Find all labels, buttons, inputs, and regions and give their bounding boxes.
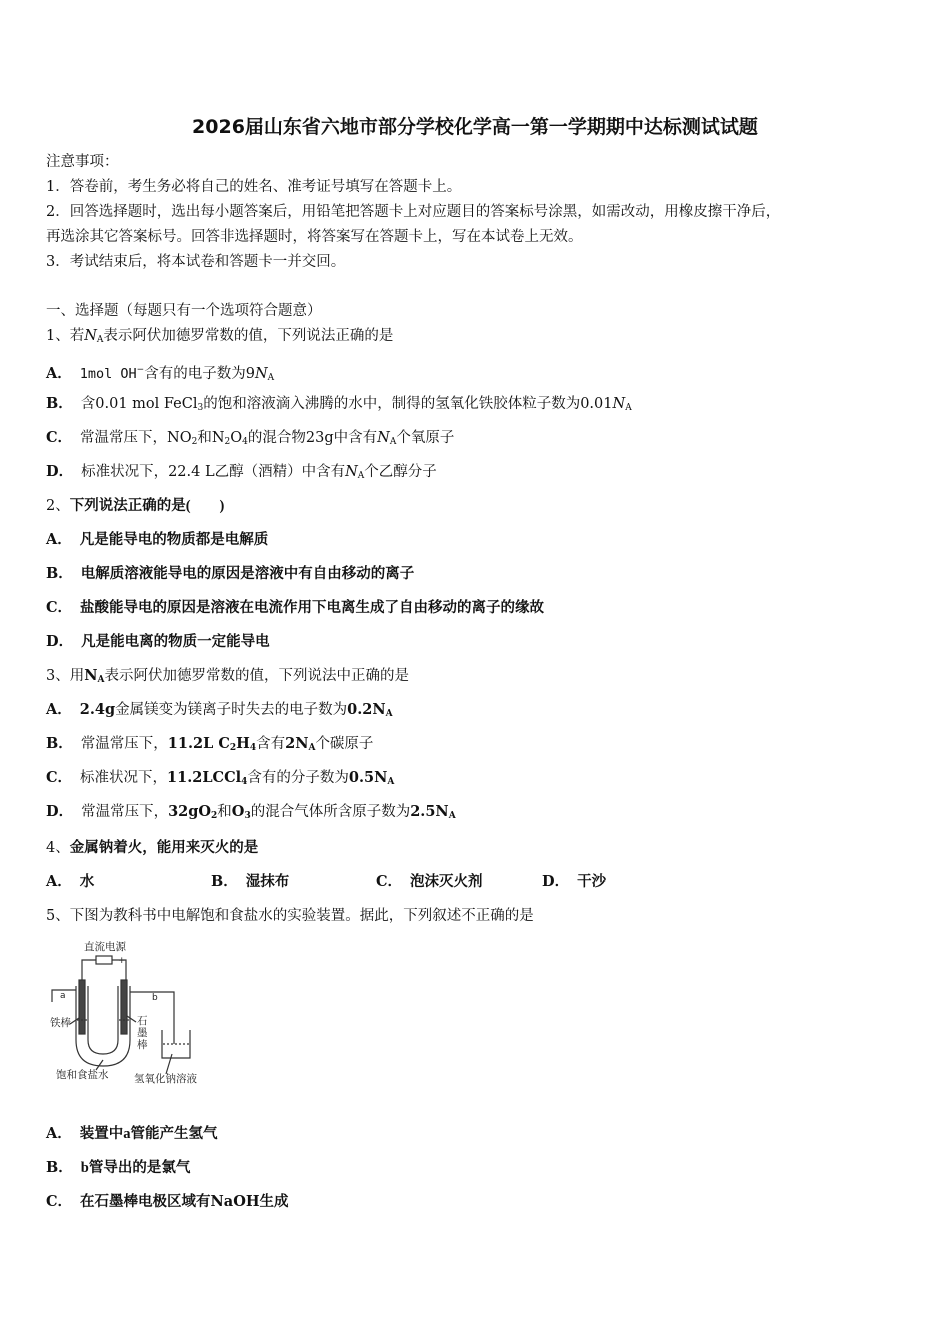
question-3-stem — [46, 666, 409, 690]
option-text: 个碳原子 — [315, 736, 374, 752]
option-text: 电解质溶液能导电的原因是溶液中有自由移动的离子 — [80, 566, 415, 582]
question-number: 1、 — [46, 328, 70, 344]
subscript: 2 — [211, 811, 218, 821]
brine-label: 饱和食盐水 — [56, 1069, 109, 1081]
question-4-option-b — [211, 872, 289, 892]
option-text: 标准状况下，22.4 L乙醇（酒精）中含有 — [81, 464, 346, 480]
question-5-option-a — [46, 1124, 218, 1144]
stem-symbol: N — [84, 328, 97, 344]
option-text: 含有的分子数为 — [247, 770, 349, 786]
question-2-option-d — [46, 632, 270, 652]
subscript: A — [385, 709, 393, 719]
subscript: 4 — [242, 437, 248, 447]
option-text: 凡是能电离的物质一定能导电 — [81, 634, 270, 650]
question-number: 4、 — [46, 840, 70, 856]
subscript: 4 — [241, 777, 248, 787]
option-text: 和 — [217, 804, 232, 820]
subscript: 3 — [197, 403, 204, 413]
option-label: A． — [46, 701, 72, 718]
question-4-option-c — [376, 872, 483, 892]
battery-icon — [96, 956, 112, 964]
option-label: C． — [46, 599, 73, 616]
graphite-electrode — [121, 980, 127, 1034]
option-text: 2N — [285, 735, 309, 752]
question-2-stem — [46, 496, 224, 516]
subscript: A — [387, 777, 395, 787]
option-text: 的混合气体所含原子数为 — [250, 804, 411, 820]
option-text: 1mol OH — [79, 365, 137, 382]
option-label: B． — [46, 735, 73, 752]
question-1-option-a — [46, 360, 274, 388]
symbol: N — [377, 430, 390, 446]
stem-text: 用 — [69, 668, 85, 684]
subscript: A — [448, 811, 456, 821]
option-label: D． — [542, 873, 570, 890]
question-3-option-c — [46, 768, 394, 792]
subscript: 2 — [191, 437, 198, 447]
option-text: 常温常压下， — [81, 804, 169, 820]
leader-line — [166, 1054, 172, 1074]
notice-item: 1．答卷前，考生务必将自己的姓名、准考证号填写在答题卡上。 — [46, 179, 462, 195]
option-text: 含有的电子数为9 — [144, 365, 255, 382]
positive-terminal-label: + — [118, 956, 126, 966]
option-text: 个氧原子 — [396, 430, 455, 446]
superscript: − — [136, 365, 145, 375]
subscript: A — [357, 471, 365, 481]
iron-rod-label: 铁棒 — [50, 1017, 71, 1029]
electrolysis-apparatus-diagram — [46, 936, 216, 1088]
subscript: A — [389, 437, 397, 447]
option-label: B． — [46, 565, 73, 582]
option-text: 在石墨棒电极区域有 — [80, 1194, 211, 1210]
option-label: D． — [46, 633, 74, 650]
power-source-label: 直流电源 — [84, 941, 126, 953]
subscript: A — [267, 372, 275, 383]
question-2-option-a — [46, 530, 268, 550]
option-text: H — [236, 735, 250, 752]
tube-b-label: b — [152, 993, 158, 1003]
page-title: 2026届山东省六地市部分学校化学高一第一学期期中达标测试试题 — [192, 116, 758, 138]
stem-subscript: A — [97, 675, 105, 685]
option-text: 11.2L C — [167, 735, 230, 752]
symbol: N — [612, 396, 626, 412]
option-text: 金属镁变为镁离子时失去的电子数为 — [115, 702, 348, 718]
subscript: A — [625, 403, 632, 413]
stem-text: 表示阿伏加德罗常数的值，下列说法中正确的是 — [104, 668, 409, 684]
question-2-option-b — [46, 564, 414, 584]
option-text: 常温常压下，NO — [80, 430, 192, 446]
option-text: 32gO — [168, 803, 212, 820]
option-text: 2.4g — [79, 701, 116, 718]
option-label: C． — [376, 873, 403, 890]
question-2-option-c — [46, 598, 544, 618]
symbol: N — [345, 464, 358, 480]
option-label: B． — [46, 395, 73, 412]
symbol: N — [254, 365, 268, 382]
question-3-option-d — [46, 802, 456, 826]
notice-item: 再选涂其它答案标号。回答非选择题时，将答案写在答题卡上，写在本试卷上无效。 — [46, 229, 583, 245]
option-label: B． — [211, 873, 238, 890]
subscript: A — [308, 743, 316, 753]
option-text: 的饱和溶液滴入沸腾的水中，制得的氢氧化铁胶体粒子数为0.01 — [203, 396, 613, 412]
option-text: 的混合物23g中含有 — [247, 430, 378, 446]
question-4-options — [46, 872, 646, 892]
apparatus-drawing — [52, 956, 190, 1074]
option-text: O — [231, 803, 245, 820]
option-text: 装置中a管能产生氢气 — [79, 1126, 218, 1142]
graphite-label-3: 棒 — [137, 1039, 148, 1051]
stem-text: 表示阿伏加德罗常数的值，下列说法正确的是 — [103, 328, 394, 344]
option-text: 湿抹布 — [245, 874, 290, 890]
option-label: A． — [46, 364, 72, 382]
stem-subscript: A — [96, 335, 104, 345]
option-text: 凡是能导电的物质都是电解质 — [79, 532, 269, 548]
option-label: C． — [46, 1193, 73, 1210]
question-number: 3、 — [46, 668, 70, 684]
option-text: 泡沫灭火剂 — [410, 874, 483, 890]
option-text: O — [230, 430, 243, 446]
subscript: 4 — [249, 743, 257, 753]
question-5-option-c — [46, 1192, 289, 1212]
tube-a-label: a — [60, 991, 66, 1001]
stem-text: 下图为教科书中电解饱和食盐水的实验装置。据此，下列叙述不正确的是 — [69, 908, 534, 924]
option-label: A． — [46, 873, 72, 890]
option-text: 2.5N — [410, 803, 449, 820]
option-text: 标准状况下， — [80, 770, 168, 786]
option-label: D． — [46, 463, 74, 480]
notice-item: 2．回答选择题时，选出每小题答案后，用铅笔把答题卡上对应题目的答案标号涂黑，如需改动，用橡皮擦干净后， — [46, 204, 781, 220]
option-text: 个乙醇分子 — [364, 464, 437, 480]
question-5-option-b — [46, 1158, 190, 1178]
option-text: 11.2LCCl — [167, 769, 242, 786]
u-tube-inner — [88, 986, 118, 1054]
option-text: 含有 — [256, 736, 286, 752]
option-label: C． — [46, 429, 73, 446]
question-number: 2、 — [46, 498, 70, 514]
subscript: 3 — [244, 811, 251, 821]
option-text: 0.5N — [348, 769, 388, 786]
leader-line — [70, 1018, 79, 1024]
question-4-option-a — [46, 872, 94, 892]
option-text: 干沙 — [577, 874, 607, 890]
option-label: B． — [46, 1159, 73, 1176]
option-text: 含0.01 mol FeCl — [80, 396, 198, 412]
graphite-label-1: 石 — [137, 1015, 148, 1027]
option-text: NaOH — [210, 1193, 260, 1210]
option-text: 生成 — [259, 1194, 289, 1210]
notice-item: 3．考试结束后，将本试卷和答题卡一并交回。 — [46, 254, 346, 270]
notice-heading: 注意事项： — [46, 154, 119, 170]
option-text: 常温常压下， — [80, 736, 168, 752]
question-3-option-a — [46, 700, 393, 724]
option-label: D． — [46, 803, 74, 820]
option-text: b管导出的是氯气 — [80, 1160, 191, 1176]
iron-electrode — [79, 980, 85, 1034]
question-number: 5、 — [46, 908, 70, 924]
subscript: 2 — [224, 437, 231, 447]
question-1-stem — [46, 326, 393, 350]
question-3-option-b — [46, 734, 373, 758]
question-1-option-d — [46, 462, 437, 486]
stem-text: 若 — [69, 328, 85, 344]
stem-text: 金属钠着火，能用来灭火的是 — [69, 840, 259, 856]
question-1-option-b — [46, 394, 632, 418]
option-text: 水 — [79, 874, 95, 890]
question-4-stem — [46, 838, 258, 858]
option-text: 盐酸能导电的原因是溶液在电流作用下电离生成了自由移动的离子的缘故 — [80, 600, 545, 616]
stem-symbol: N — [84, 667, 98, 684]
question-4-option-d — [542, 872, 606, 892]
graphite-label-2: 墨 — [137, 1027, 148, 1039]
option-text: 和N — [197, 430, 225, 446]
stem-text: 下列说法正确的是( ) — [69, 498, 225, 514]
question-1-option-c — [46, 428, 454, 452]
question-5-stem — [46, 906, 534, 926]
option-text: 0.2N — [347, 701, 386, 718]
option-label: A． — [46, 1125, 72, 1142]
leader-line — [127, 1016, 136, 1022]
option-label: C． — [46, 769, 73, 786]
option-label: A． — [46, 531, 72, 548]
naoh-solution-label: 氢氧化钠溶液 — [134, 1073, 197, 1085]
negative-terminal-label: − — [88, 956, 96, 966]
subscript: 2 — [229, 743, 237, 753]
section-heading: 一、选择题（每题只有一个选项符合题意） — [46, 303, 322, 319]
